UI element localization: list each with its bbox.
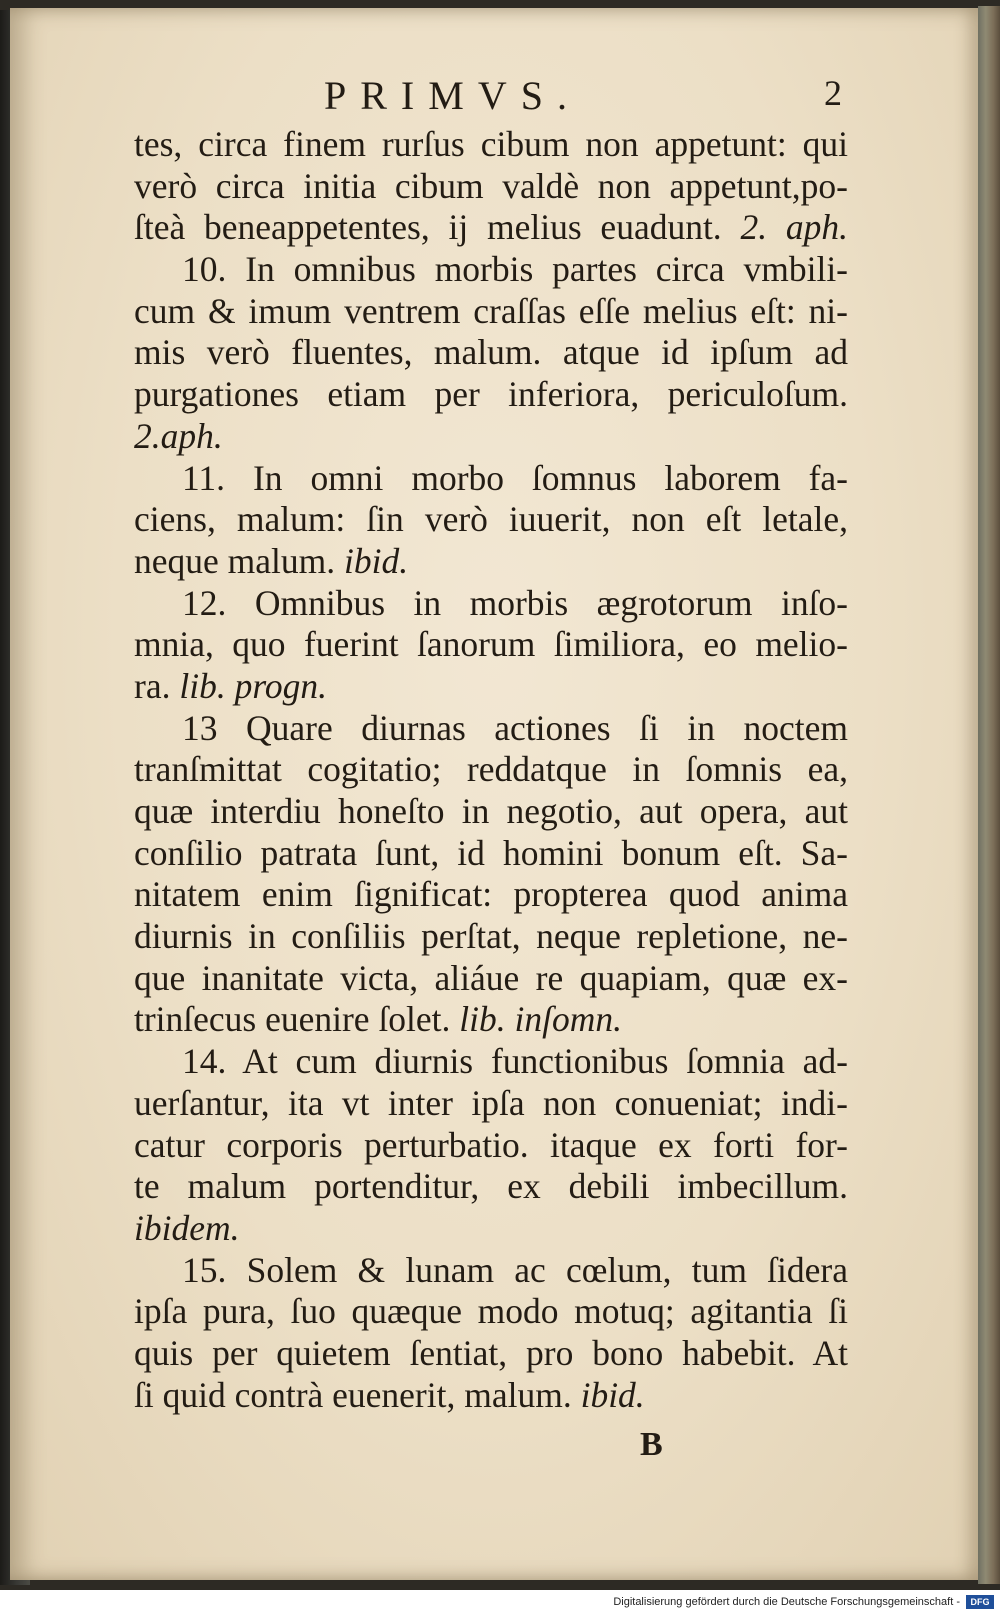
line-text: uerſantur, ita vt inter ipſa non conueniat; indi- [134, 1082, 848, 1123]
page-text-block [134, 72, 848, 1416]
aphorism-reference: ibid. [580, 1374, 645, 1415]
text-line [134, 999, 848, 1041]
page-number: 2 [824, 73, 842, 113]
line-text: tes, circa finem rurſus cibum non appetunt: qui [134, 124, 848, 164]
text-line [134, 249, 848, 291]
line-text: diurnis in conſiliis perſtat, neque repletione, ne- [134, 916, 848, 957]
text-line [134, 332, 848, 374]
line-text: 13 Quare diurnas actiones ſi in noctem [182, 707, 848, 748]
line-text: tranſmittat cogitatio; reddatque in ſomnis ea, [134, 749, 848, 790]
line-text: catur corporis perturbatio. itaque ex forti for- [134, 1124, 848, 1165]
line-text: mis verò fluentes, malum. atque id ipſum ad [134, 332, 848, 373]
line-text: que inanitate victa, aliáue re quapiam, quæ ex- [134, 957, 848, 998]
line-text: purgationes etiam per inferiora, periculoſum. [134, 374, 848, 415]
line-text: te malum portenditur, ex debili imbecillum. [134, 1166, 848, 1207]
line-text: ipſa pura, ſuo quæque modo motuq; agitantia ſi [134, 1291, 848, 1332]
text-line [134, 916, 848, 958]
text-line [134, 1041, 848, 1083]
line-text: conſilio patrata ſunt, id homini bonum eſt. Sa- [134, 832, 848, 873]
line-text: ſteà beneappetentes, ij melius euadunt. [134, 207, 722, 248]
line-text: nitatem enim ſignificat: propterea quod anima [134, 874, 848, 915]
text-line [134, 541, 848, 583]
text-line [134, 749, 848, 791]
adjacent-page-edge [978, 6, 1000, 1584]
aphorism-reference: 2.aph. [134, 415, 223, 456]
text-line [134, 124, 848, 166]
running-head [134, 72, 848, 124]
text-line [134, 1125, 848, 1167]
line-text: neque malum. [134, 540, 336, 581]
text-line [134, 874, 848, 916]
line-text: 14. At cum diurnis functionibus ſomnia ad- [182, 1041, 848, 1082]
text-line [134, 207, 848, 249]
text-line [134, 1166, 848, 1208]
text-line [134, 791, 848, 833]
text-line [134, 624, 848, 666]
line-text: 12. Omnibus in morbis ægrotorum inſo- [182, 582, 848, 623]
line-text: 10. In omnibus morbis partes circa vmbili- [182, 249, 848, 290]
text-line [134, 1208, 848, 1250]
text-line [134, 1333, 848, 1375]
text-line [134, 1375, 848, 1417]
text-line [134, 833, 848, 875]
aphorism-reference: 2. aph. [740, 207, 848, 248]
line-text: quis per quietem ſentiat, pro bono habebit. At [134, 1332, 848, 1373]
text-line [134, 958, 848, 1000]
line-text: mnia, quo fuerint ſanorum ſimiliora, eo melio- [134, 624, 848, 665]
text-line [134, 1291, 848, 1333]
text-line [134, 416, 848, 458]
line-text: 11. In omni morbo ſomnus laborem fa- [182, 457, 848, 498]
text-line [134, 374, 848, 416]
line-text: ciens, malum: ſin verò iuuerit, non eſt letale, [134, 499, 848, 540]
line-text: cum & imum ventrem craſſas eſſe melius eſt: ni- [134, 290, 848, 331]
running-title: PRIMVS. [324, 73, 581, 118]
aphorism-reference: ibid. [343, 540, 409, 581]
line-text: 15. Solem & lunam ac cœlum, tum ſidera [182, 1249, 848, 1290]
text-line [134, 583, 848, 625]
text-line [134, 499, 848, 541]
aphorism-reference: lib. inſomn. [459, 999, 623, 1040]
line-text: trinſecus euenire ſolet. [134, 999, 451, 1040]
text-line [134, 166, 848, 208]
text-line [134, 666, 848, 708]
dfg-logo: DFG [966, 1595, 994, 1609]
text-line [134, 1083, 848, 1125]
digitization-footer [0, 1590, 1000, 1617]
text-line [134, 708, 848, 750]
line-text: ra. [134, 665, 171, 706]
signature-mark: B [640, 1426, 663, 1463]
funding-credit: Digitalisierung gefördert durch die Deutsche Forschungsgemeinschaft - [613, 1596, 960, 1608]
aphorism-reference: ibidem. [134, 1207, 240, 1248]
line-text: quæ interdiu honeſto in negotio, aut opera, aut [134, 791, 848, 831]
aphorism-reference: lib. progn. [179, 665, 327, 706]
text-line [134, 291, 848, 333]
line-text: verò circa initia cibum valdè non appetunt,po- [134, 165, 848, 206]
text-line [134, 458, 848, 500]
line-text: ſi quid contrà euenerit, malum. [134, 1374, 572, 1415]
text-lines [134, 124, 848, 1416]
book-page [10, 8, 978, 1580]
text-line [134, 1250, 848, 1292]
